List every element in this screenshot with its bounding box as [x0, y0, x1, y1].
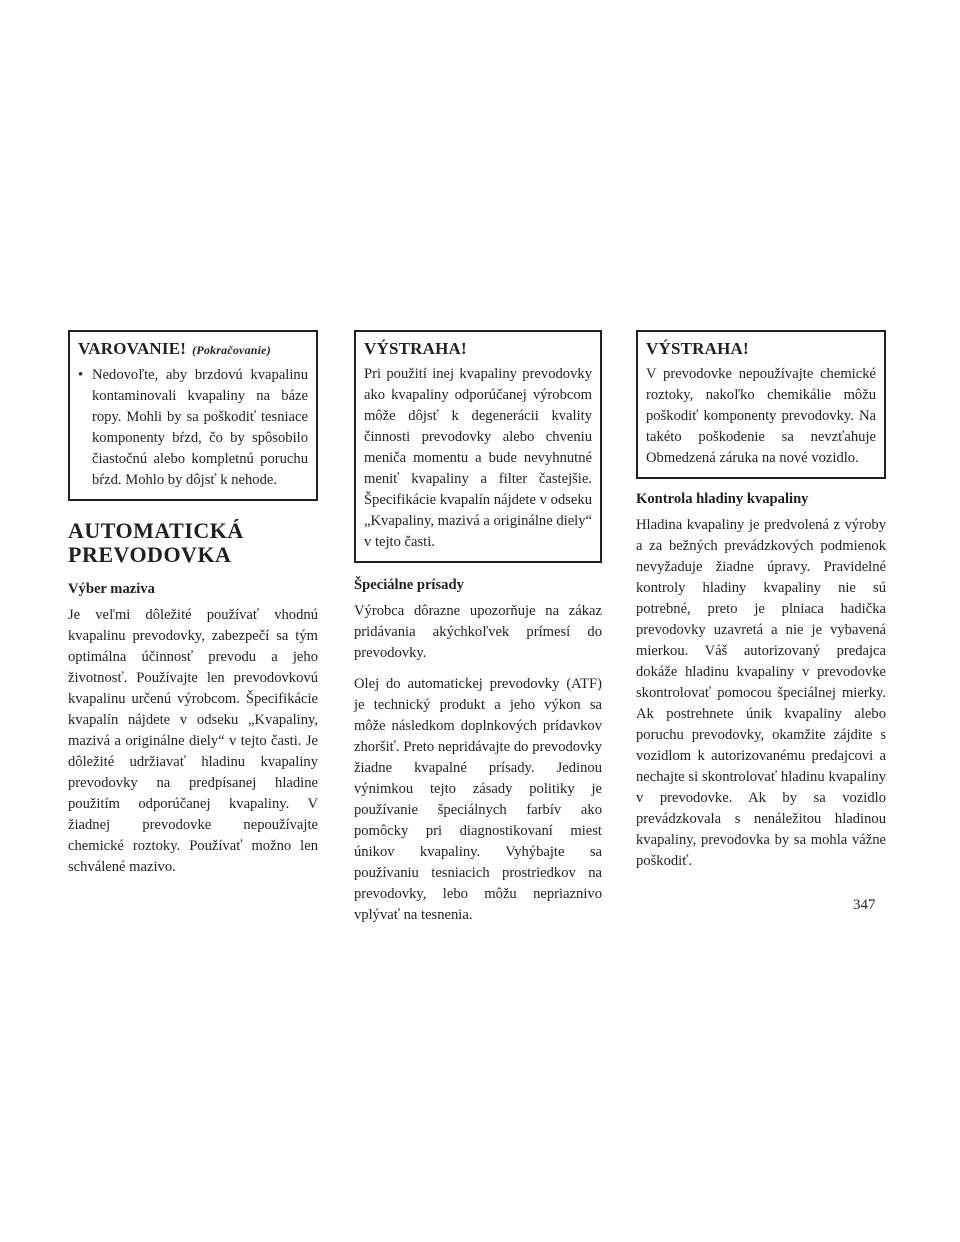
caution-title: VÝSTRAHA!: [646, 339, 749, 358]
subsection-title-additives: Špeciálne prísady: [354, 577, 464, 593]
warning-box: [68, 330, 318, 501]
column-right: [636, 330, 886, 882]
warning-title-text: VAROVANIE!: [78, 339, 187, 358]
caution-box: [354, 330, 602, 563]
continued-label: (Pokračovanie): [192, 343, 271, 357]
caution-box: [636, 330, 886, 479]
paragraph-fluid-level: Hladina kvapaliny je predvolená z výroby a za bežných prevádzkových podmienok nevyžaduje žiadne úpravy. Pravidelné kontroly hladiny kvapaliny nie sú potrebné, preto je plniaca hadička prevodovky uzavretá a nie je vybavená mierkou. Váš autorizovaný predajca dokáže hladinu kvapaliny v prevodovke skontrolovať pomocou špeciálnej mierky. Ak postrehnete únik kvapaliny alebo poruchu prevodovky, okamžite zájdite s vozidlom k autorizovanému predajcovi a nechajte si skontrolovať hladinu kvapaliny v prevodovke. Ak by sa vozidlo prevádzkovala s nenáležitou hladinou kvapaliny, prevodovka by sa mohla vážne poškodiť.: [636, 517, 886, 869]
page-number: 347: [853, 897, 876, 913]
section-title: AUTOMATICKÁ PREVODOVKA: [68, 518, 244, 567]
paragraph-additives-2: Olej do automatickej prevodovky (ATF) je technický produkt a jeho výkon sa môže následkom doplnkových prídavkov zhoršiť. Preto nepridávajte do prevodovky žiadne kvapalné prísady. Jedinou výnimkou tejto zásady politiky je používanie špeciálnych farbív ako pomôcky pri diagnostikovaní miest únikov kvapaliny. Vyhýbajte sa používaniu tesniacich prostriedkov na prevodovky, lebo môžu nepriaznivo vplývať na tesnenia.: [354, 676, 602, 923]
paragraph-additives-1: Výrobca dôrazne upozorňuje na zákaz pridávania akýchkoľvek prímesí do prevodovky.: [354, 603, 602, 661]
warning-list: [78, 365, 308, 491]
column-middle: [354, 330, 602, 936]
paragraph-lubricant: Je veľmi dôležité používať vhodnú kvapalinu prevodovky, zabezpečí sa tým optimálna účinnosť prevodu a jeho životnosť. Používajte len prevodovkovú kvapalinu určenú výrobcom. Špecifikácie kvapalín nájdete v odseku „Kvapaliny, mazivá a originálne diely“ v tejto časti. Je dôležité udržiavať hladinu kvapaliny prevodovky na predpísanej hladine použitím odporúčanej kvapaliny. V žiadnej prevodovke nepoužívajte chemické roztoky. Používať možno len schválené mazivo.: [68, 607, 318, 875]
warning-item: • Nedovoľte, aby brzdovú kvapalinu kontaminovali kvapaliny na báze ropy. Mohli by sa poškodiť tesniace komponenty bŕzd, čo by spôsobilo čiastočnú alebo kompletnú poruchu bŕzd. Mohlo by dôjsť k nehode.: [78, 365, 308, 491]
column-left: [68, 330, 318, 888]
caution-title: VÝSTRAHA!: [364, 339, 467, 358]
subsection-title-lubricant: Výber maziva: [68, 581, 155, 597]
warning-title: [78, 338, 308, 361]
caution-text: Pri použití inej kvapaliny prevodovky ako kvapaliny odporúčanej výrobcom môže dôjsť k degenerácii kvality činnosti prevodovky alebo chveniu meniča momentu a bude nevyhnutné meniť kvapaliny a filter častejšie. Špecifikácie kvapalín nájdete v odseku „Kvapaliny, mazivá a originálne diely“ v tejto časti.: [364, 366, 592, 550]
caution-text: V prevodovke nepoužívajte chemické roztoky, nakoľko chemikálie môžu poškodiť komponenty prevodovky. Na takéto poškodenie sa nevzťahuje Obmedzená záruka na nové vozidlo.: [646, 366, 876, 466]
subsection-title-fluid-level: Kontrola hladiny kvapaliny: [636, 491, 809, 507]
